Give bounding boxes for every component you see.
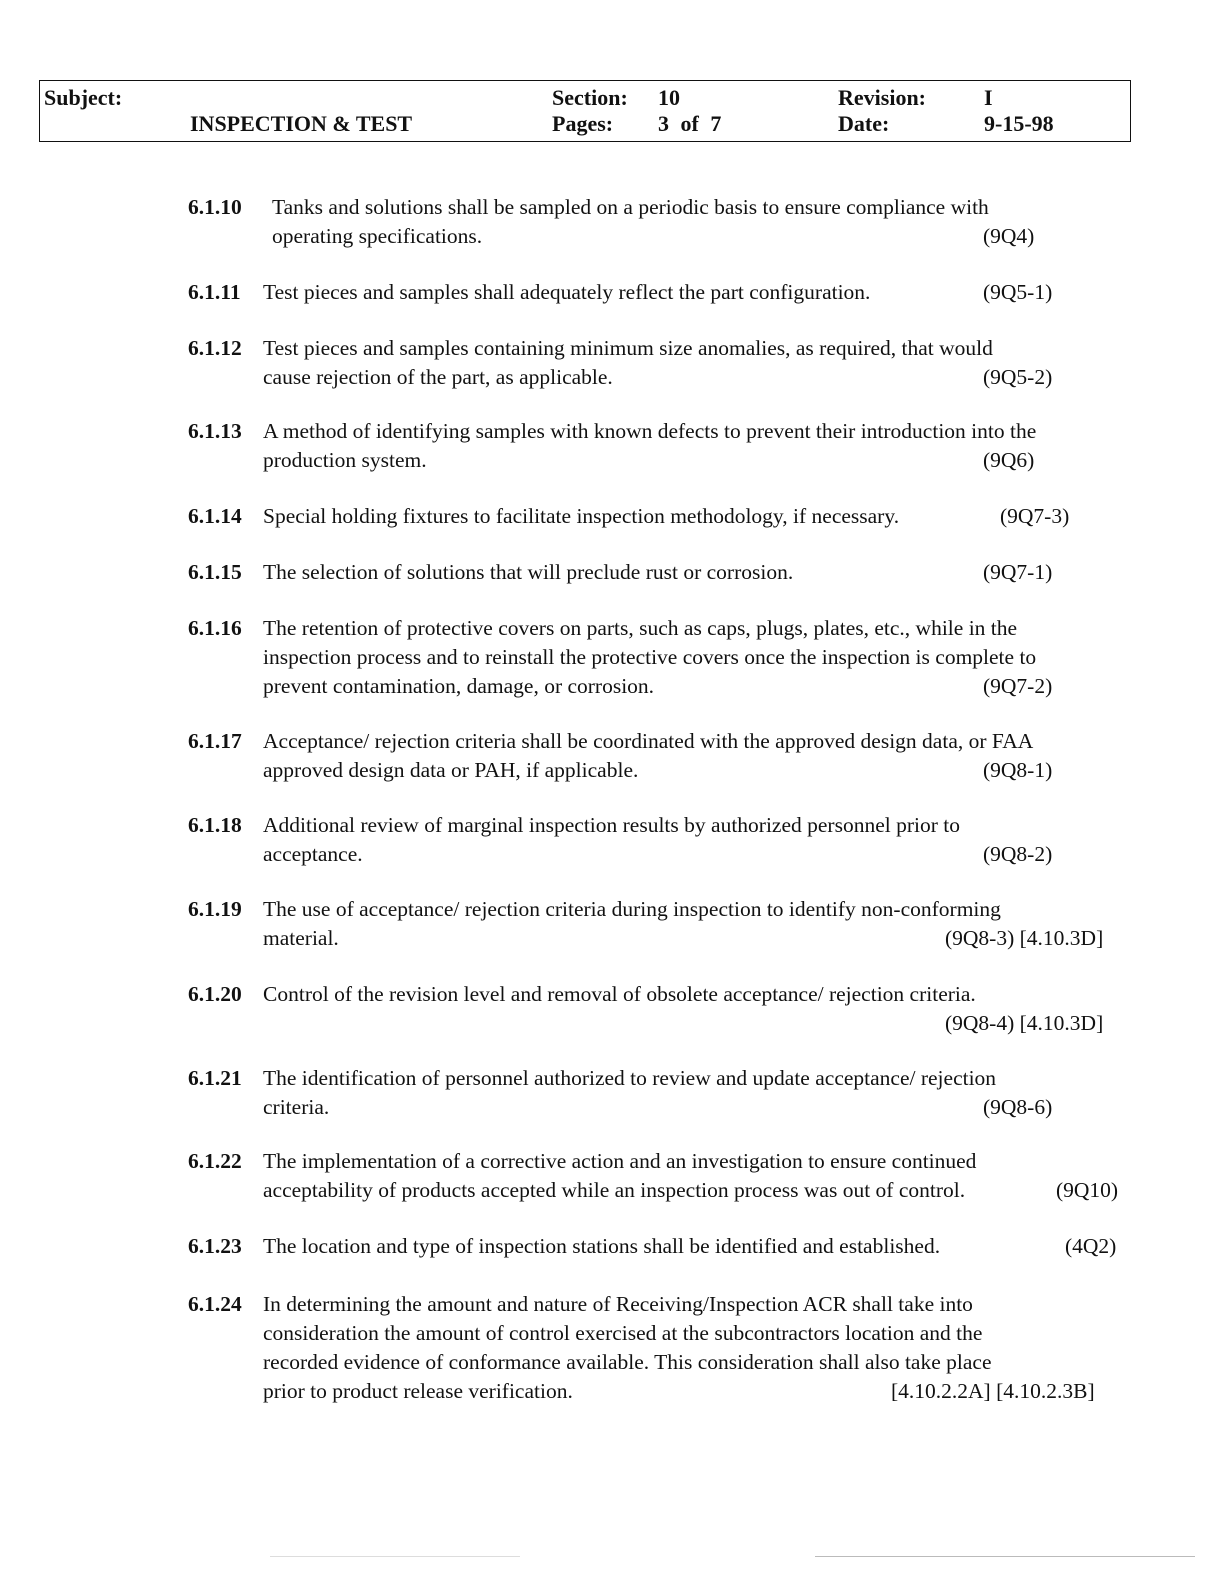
clause-reference: (9Q4) — [983, 224, 1035, 248]
subject-value: INSPECTION & TEST — [190, 111, 413, 136]
pages-value: 3 of 7 — [658, 111, 722, 136]
clause-reference: (9Q6) — [983, 448, 1035, 472]
revision-value: I — [984, 85, 993, 110]
clause-text-line: production system. — [263, 448, 427, 472]
clause-reference: (9Q8-3) [4.10.3D] — [945, 926, 1104, 950]
clause-number: 6.1.12 — [188, 336, 242, 360]
footer-rule — [815, 1556, 1195, 1557]
clause-text-line: approved design data or PAH, if applicable. — [263, 758, 639, 782]
clause-reference: (9Q7-2) — [983, 674, 1053, 698]
clause-number: 6.1.20 — [188, 982, 242, 1006]
clause-number: 6.1.13 — [188, 419, 242, 443]
clause-text-line: acceptability of products accepted while an inspection process was out of control. — [263, 1178, 966, 1202]
clause-text-line: material. — [263, 926, 339, 950]
clause-text-line: Special holding fixtures to facilitate inspection methodology, if necessary. — [263, 504, 900, 528]
section-value: 10 — [658, 85, 680, 110]
clause-reference: (9Q8-6) — [983, 1095, 1053, 1119]
clause-number: 6.1.24 — [188, 1292, 242, 1316]
clause-text-line: A method of identifying samples with known defects to prevent their introduction into the — [263, 419, 1037, 443]
clause-text-line: inspection process and to reinstall the protective covers once the inspection is complete to — [263, 645, 1037, 669]
clause-text-line: operating specifications. — [272, 224, 483, 248]
clause-text-line: Control of the revision level and removal of obsolete acceptance/ rejection criteria. — [263, 982, 976, 1006]
clause-text-line: The identification of personnel authorized to review and update acceptance/ rejection — [263, 1066, 997, 1090]
footer-rule-left — [270, 1556, 520, 1557]
clause-number: 6.1.11 — [188, 280, 241, 304]
clause-number: 6.1.15 — [188, 560, 242, 584]
date-value: 9-15-98 — [984, 111, 1054, 136]
clause-number: 6.1.18 — [188, 813, 242, 837]
clause-text-line: The retention of protective covers on parts, such as caps, plugs, plates, etc., while in the — [263, 616, 1018, 640]
revision-label: Revision: — [838, 85, 926, 110]
clause-text-line: The use of acceptance/ rejection criteria during inspection to identify non-conforming — [263, 897, 1001, 921]
clause-number: 6.1.19 — [188, 897, 242, 921]
clause-text-line: recorded evidence of conformance available. This consideration shall also take place — [263, 1350, 992, 1374]
clause-number: 6.1.21 — [188, 1066, 242, 1090]
clause-reference: (4Q2) — [1065, 1234, 1117, 1258]
clause-reference: (9Q8-2) — [983, 842, 1053, 866]
subject-label: Subject: — [44, 85, 123, 110]
clause-text-line: Test pieces and samples containing minimum size anomalies, as required, that would — [263, 336, 993, 360]
clause-reference: (9Q5-1) — [983, 280, 1053, 304]
clause-number: 6.1.22 — [188, 1149, 242, 1173]
clause-text-line: In determining the amount and nature of Receiving/Inspection ACR shall take into — [263, 1292, 973, 1316]
clause-number: 6.1.17 — [188, 729, 242, 753]
clause-number: 6.1.14 — [188, 504, 242, 528]
clause-text-line: The implementation of a corrective action and an investigation to ensure continued — [263, 1149, 977, 1173]
clause-reference: (9Q7-1) — [983, 560, 1053, 584]
clause-reference: (9Q10) — [1056, 1178, 1119, 1202]
clause-reference: (9Q8-4) [4.10.3D] — [945, 1011, 1104, 1035]
date-label: Date: — [838, 111, 890, 136]
clause-number: 6.1.16 — [188, 616, 242, 640]
clause-reference: (9Q8-1) — [983, 758, 1053, 782]
section-label: Section: — [552, 85, 628, 110]
clause-text-line: prevent contamination, damage, or corrosion. — [263, 674, 655, 698]
clause-text-line: consideration the amount of control exercised at the subcontractors location and the — [263, 1321, 983, 1345]
clause-reference: (9Q5-2) — [983, 365, 1053, 389]
clause-reference: (9Q7-3) — [1000, 504, 1070, 528]
clause-text-line: Acceptance/ rejection criteria shall be coordinated with the approved design data, or FAA — [263, 729, 1034, 753]
pages-label: Pages: — [552, 111, 614, 136]
clause-text-line: acceptance. — [263, 842, 363, 866]
clause-text-line: Test pieces and samples shall adequately reflect the part configuration. — [263, 280, 871, 304]
clause-text-line: cause rejection of the part, as applicable. — [263, 365, 613, 389]
clause-text-line: The selection of solutions that will preclude rust or corrosion. — [263, 560, 794, 584]
clause-text-line: criteria. — [263, 1095, 330, 1119]
document-header — [39, 80, 1131, 142]
clause-text-line: Additional review of marginal inspection results by authorized personnel prior to — [263, 813, 960, 837]
clause-number: 6.1.23 — [188, 1234, 242, 1258]
clause-text-line: The location and type of inspection stations shall be identified and established. — [263, 1234, 941, 1258]
clause-text-line: prior to product release verification. — [263, 1379, 573, 1403]
clause-text-line: Tanks and solutions shall be sampled on a periodic basis to ensure compliance with — [272, 195, 989, 219]
clause-reference: [4.10.2.2A] [4.10.2.3B] — [891, 1379, 1095, 1403]
clause-number: 6.1.10 — [188, 195, 242, 219]
